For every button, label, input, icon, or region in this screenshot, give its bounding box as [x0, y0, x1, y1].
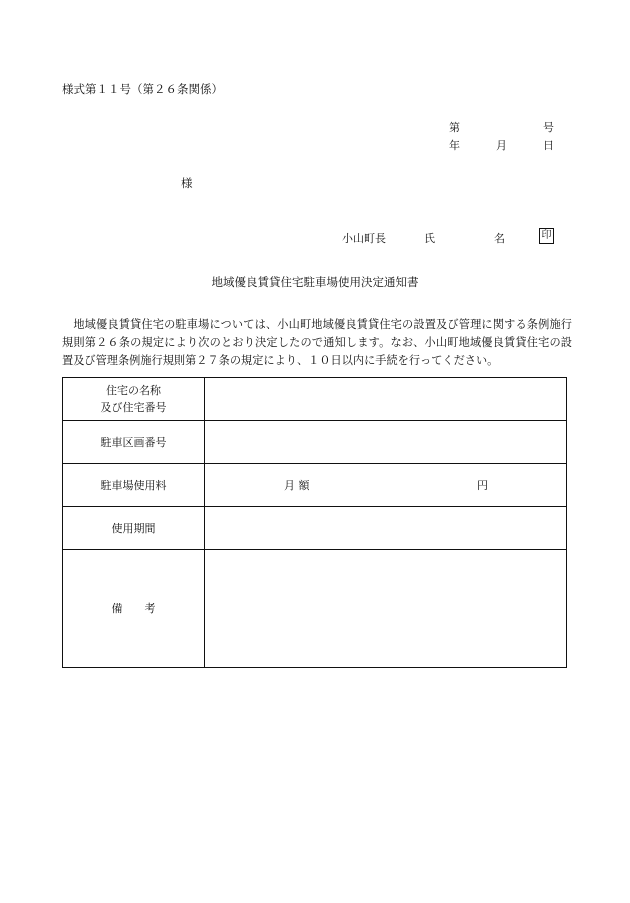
sender-title: 小山町長: [342, 232, 386, 245]
housing-name-label-line2: 及び住宅番号: [100, 401, 167, 414]
seal-mark: 印: [539, 228, 554, 244]
table-row: [63, 550, 567, 668]
parking-space-number-label: 駐車区画番号: [63, 421, 205, 464]
usage-period-label: 使用期間: [63, 507, 205, 550]
table-row: [63, 464, 567, 507]
sender-shi-label: 氏: [424, 232, 435, 245]
form-number: 様式第１１号（第２６条関係）: [62, 82, 223, 96]
parking-fee-label: 駐車場使用料: [63, 464, 205, 507]
notice-paragraph: 地域優良賃貸住宅の駐車場については、小山町地域優良賃貸住宅の設置及び管理に関する条例施行規則第２６条の規定により次のとおり決定したので通知します。なお、小山町地域優良賃貸住宅の設置及び管理条例施行規則第２７条の規定により、１０日以内に手続を行ってください。: [62, 318, 572, 367]
number-dai-label: 第: [449, 121, 460, 134]
yen-label: 円: [477, 479, 488, 492]
details-table: [62, 377, 567, 668]
table-row: [63, 507, 567, 550]
parking-fee-value[interactable]: [205, 464, 567, 507]
remarks-value[interactable]: [205, 550, 567, 668]
notice-body: [62, 316, 572, 370]
table-row: [63, 421, 567, 464]
monthly-label: 月 額: [284, 479, 310, 492]
number-go-label: 号: [543, 121, 554, 134]
housing-name-label-line1: 住宅の名称: [106, 384, 161, 397]
document-title: 地域優良賃貸住宅駐車場使用決定通知書: [211, 275, 419, 289]
remarks-label: 備 考: [63, 550, 205, 668]
date-year-label: 年: [449, 139, 460, 152]
date-month-label: 月: [496, 139, 507, 152]
housing-name-label: [63, 378, 205, 421]
usage-period-value[interactable]: [205, 507, 567, 550]
sender-mei-label: 名: [494, 232, 505, 245]
parking-space-number-value[interactable]: [205, 421, 567, 464]
date-day-label: 日: [543, 139, 554, 152]
recipient-honorific: 様: [181, 176, 193, 190]
housing-name-value[interactable]: [205, 378, 567, 421]
table-row: [63, 378, 567, 421]
